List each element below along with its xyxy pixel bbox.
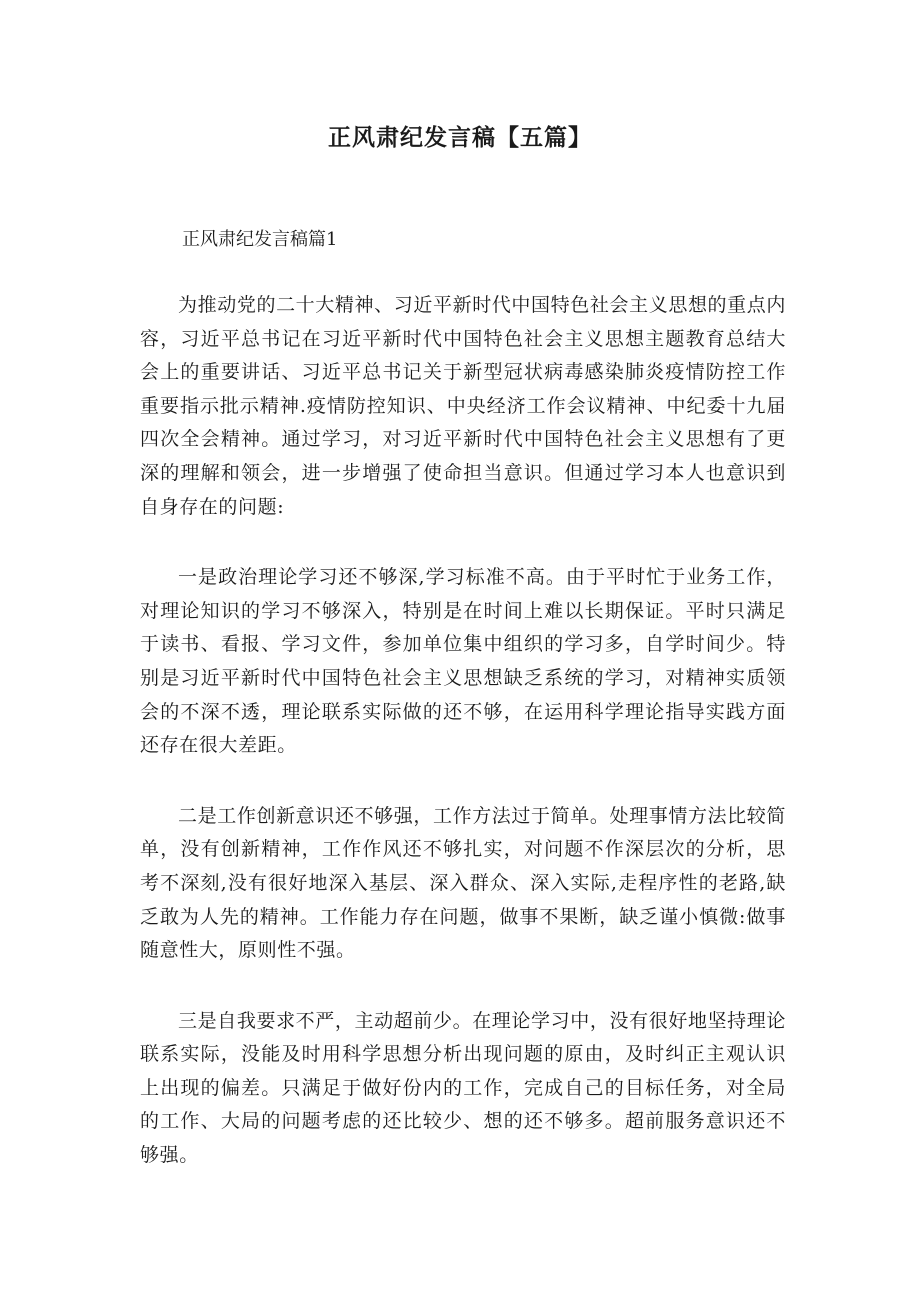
section-heading: 正风肃纪发言稿篇1	[182, 229, 338, 250]
paragraph-issue-3: 三是自我要求不严，主动超前少。在理论学习中，没有很好地坚持理论联系实际，没能及时用科学思想分析出现问题的原由，及时纠正主观认识上出现的偏差。只满足于做好份内的工作，完成自己的目标任务，对全局的工作、大局的问题考虑的还比较少、想的还不够多。超前服务意识还不够强。	[140, 1009, 786, 1167]
paragraph-issue-2: 二是工作创新意识还不够强，工作方法过于简单。处理事情方法比较简单，没有创新精神，工作作风还不够扎实，对问题不作深层次的分析，思考不深刻,没有很好地深入基层、深入群众、深入实际,走程序性的老路,缺乏敢为人先的精神。工作能力存在问题，做事不果断，缺乏谨小慎微:做事随意性大，原则性不强。	[140, 804, 786, 962]
document-title: 正风肃纪发言稿【五篇】	[328, 125, 592, 151]
document-body	[140, 289, 786, 1210]
paragraph-intro: 为推动党的二十大精神、习近平新时代中国特色社会主义思想的重点内容，习近平总书记在习近平新时代中国特色社会主义思想主题教育总结大会上的重要讲话、习近平总书记关于新型冠状病毒感染肺炎疫情防控工作重要指示批示精神.疫情防控知识、中央经济工作会议精神、中纪委十九届四次全会精神。通过学习，对习近平新时代中国特色社会主义思想有了更深的理解和领会，进一步增强了使命担当意识。但通过学习本人也意识到自身存在的问题:	[140, 294, 786, 518]
paragraph-issue-1: 一是政治理论学习还不够深,学习标准不高。由于平时忙于业务工作，对理论知识的学习不够深入，特别是在时间上难以长期保证。平时只满足于读书、看报、学习文件，参加单位集中组织的学习多，自学时间少。特别是习近平新时代中国特色社会主义思想缺乏系统的学习，对精神实质领会的不深不透，理论联系实际做的还不够，在运用科学理论指导实践方面还存在很大差距。	[140, 566, 786, 757]
